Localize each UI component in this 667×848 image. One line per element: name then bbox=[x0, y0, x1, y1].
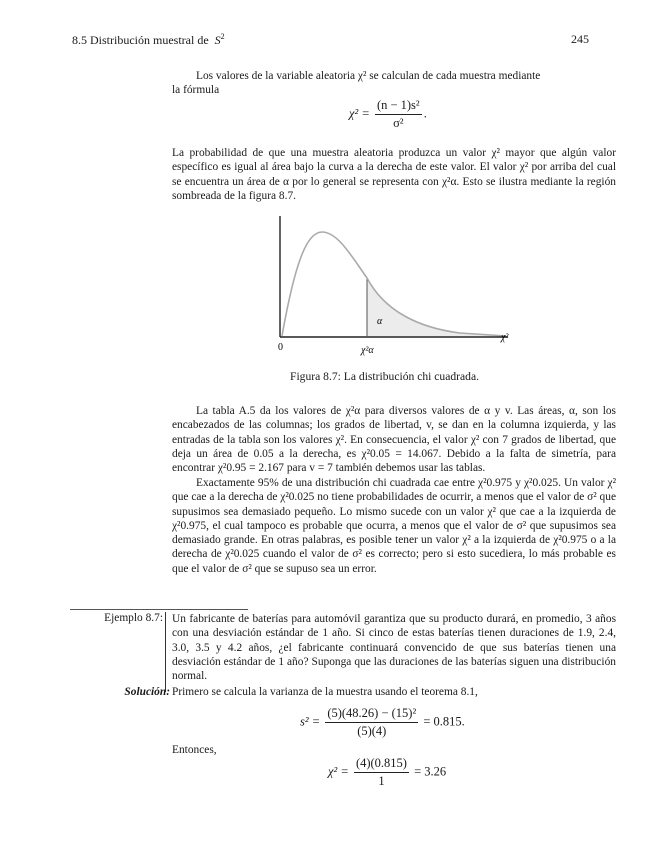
chi-result-lhs: χ² = bbox=[328, 764, 349, 779]
paragraph-exactly: Exactamente 95% de una distribución chi cuadrada cae entre χ²0.975 y χ²0.025. Un valor χ² que cae a la derecha de χ²0.025 no tiene probabilidades de ocurrir, a menos que el valor de σ² que supusimos sea demasiado pequeño. Lo mismo sucede con un valor χ² que cae a la izquierda de χ²0.975, el cual tampoco es probable que ocurra, a menos que el valor de σ² que supusimos sea demasiado grande. En otras palabras, es posible tener un valor χ² a la izquierda de χ²0.975 o a la derecha de χ²0.025 cuando el valor de σ² es correcto; pero si esto sucediera, lo más probable es que el valor de σ² que se supuso sea un error. bbox=[172, 477, 616, 575]
origin-label: 0 bbox=[278, 342, 283, 353]
variance-lhs: s² = bbox=[300, 714, 321, 729]
page-number: 245 bbox=[571, 32, 589, 46]
formula-denominator: σ² bbox=[393, 116, 404, 130]
variance-rhs: = 0.815. bbox=[423, 714, 465, 729]
header-symbol: S bbox=[214, 33, 221, 47]
then-text: Entonces, bbox=[172, 744, 217, 756]
critical-value-label: χ²α bbox=[361, 345, 374, 356]
running-header bbox=[72, 32, 225, 48]
chi-result-rhs: = 3.26 bbox=[414, 764, 447, 779]
solution-text: Primero se calcula la varianza de la muestra usando el teorema 8.1, bbox=[172, 686, 478, 698]
example-label: Ejemplo 8.7: bbox=[104, 612, 163, 624]
chi-result-fraction bbox=[354, 756, 409, 789]
shaded-alpha-region bbox=[367, 278, 506, 336]
header-exponent: 2 bbox=[220, 32, 225, 41]
formula-fraction bbox=[375, 98, 422, 131]
chi-square-formula bbox=[349, 98, 427, 131]
alpha-label: α bbox=[377, 316, 383, 327]
chi-result-denominator: 1 bbox=[378, 774, 385, 788]
variance-denominator: (5)(4) bbox=[357, 724, 387, 738]
example-text: Un fabricante de baterías para automóvil garantiza que su producto durará, en promedio, 3 años con una desviación estándar de 1 año. Si cinco de estas baterías tienen duraciones de 1.9, 2.4, 3.0, 3.5 y 4.2 años, ¿el fabricante continuará convencido de que sus baterías tienen una desviación estándar de 1 año? Suponga que las duraciones de las baterías siguen una distribución normal. bbox=[172, 613, 616, 683]
formula-numerator: (n − 1)s² bbox=[375, 98, 422, 115]
example-bar bbox=[165, 612, 166, 692]
paragraph-probability: La probabilidad de que una muestra aleatoria produzca un valor χ² mayor que algún valor específico es igual al área bajo la curva a la derecha de este valor. El valor χ² por arriba del cual se encuentra un área de α por lo general se representa con χ²α. Esto se ilustra mediante la región sombreada de la figura 8.7. bbox=[172, 147, 616, 202]
variance-equation bbox=[300, 706, 465, 739]
figure-caption: Figura 8.7: La distribución chi cuadrada. bbox=[290, 370, 479, 383]
formula-lhs: χ² = bbox=[349, 106, 370, 121]
variance-numerator: (5)(48.26) − (15)² bbox=[325, 706, 418, 723]
chi-square-figure bbox=[260, 212, 520, 362]
x-axis-label: χ² bbox=[501, 332, 509, 343]
chi-result-numerator: (4)(0.815) bbox=[354, 756, 409, 773]
example-separator bbox=[70, 609, 248, 610]
chi-result-equation bbox=[328, 756, 446, 789]
solution-label: Solución: bbox=[124, 686, 170, 698]
intro-line-1: Los valores de la variable aleatoria χ² se calculan de cada muestra mediante bbox=[196, 70, 541, 82]
variance-fraction bbox=[325, 706, 418, 739]
section-title: 8.5 Distribución muestral de bbox=[72, 33, 209, 47]
formula-end: . bbox=[423, 106, 427, 121]
paragraph-table: La tabla A.5 da los valores de χ²α para diversos valores de α y v. Las áreas, α, son los encabezados de las columnas; los grados de libertad, v, se dan en la columna izquierda, y las entradas de la tabla son los valores χ². En consecuencia, el valor χ² con 7 grados de libertad, que deja un área de 0.05 a la derecha, es χ²0.05 = 14.067. Debido a la falta de simetría, para encontrar χ²0.95 = 2.167 para v = 7 también debemos usar las tablas. bbox=[172, 405, 616, 475]
intro-line-2: la fórmula bbox=[172, 84, 220, 96]
